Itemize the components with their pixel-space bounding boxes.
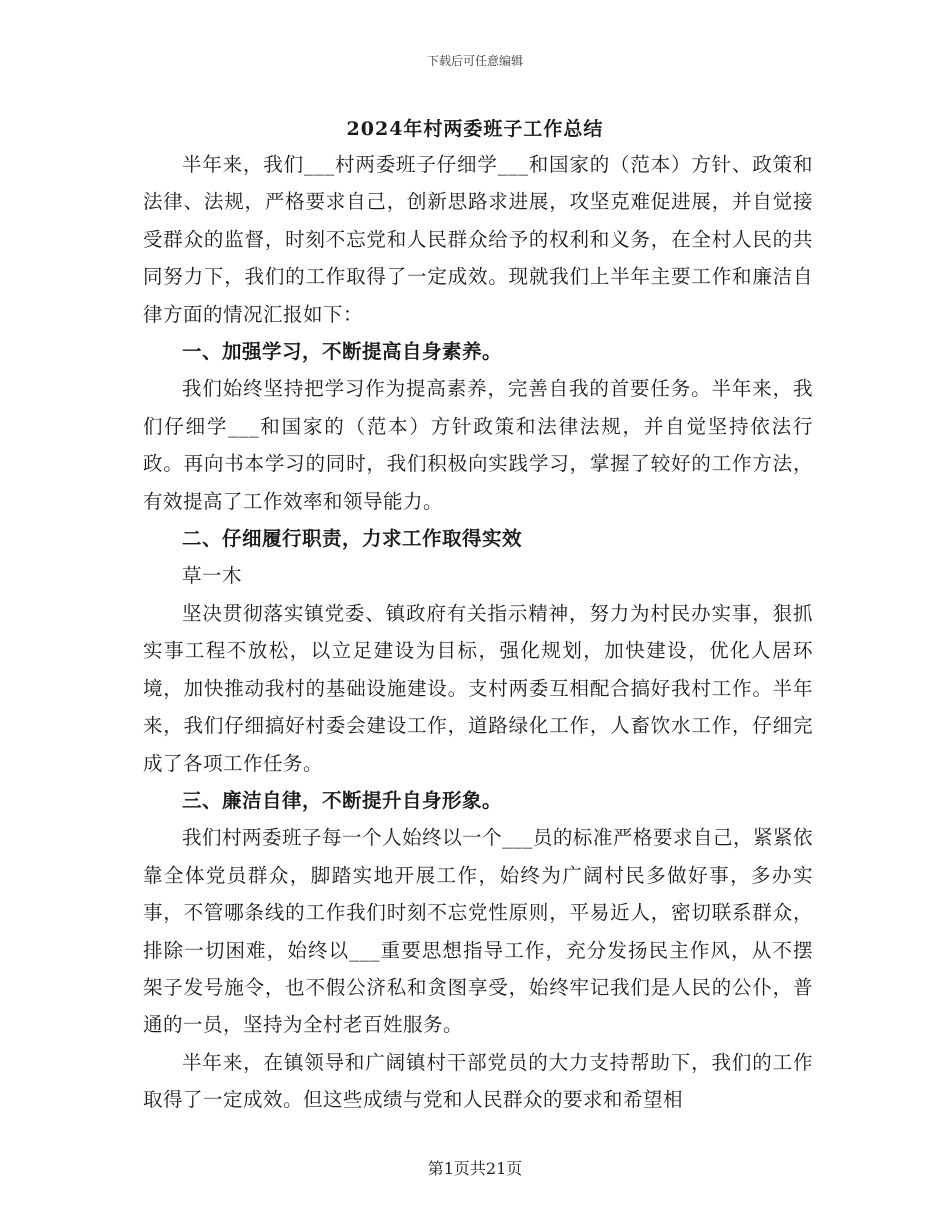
document-title: 2024年村两委班子工作总结 [346,118,604,140]
paragraph: 坚决贯彻落实镇党委、镇政府有关指示精神，努力为村民办实事，狠抓实事工程不放松，以立足建设为目标，强化规划，加快建设，优化人居环境，加快推动我村的基础设施建设。支村两委互相配合搞好我村工作。半年来，我们仔细搞好村委会建设工作，道路绿化工作，人畜饮水工作，仔细完成了各项工作任务。 [143,601,813,775]
page-header: 下载后可任意编辑 [426,54,523,68]
section-heading: 一、加强学习，不断提高自身素养。 [182,340,503,364]
paragraph: 半年来，在镇领导和广阔镇村干部党员的大力支持帮助下，我们的工作取得了一定成效。但这些成绩与党和人民群众的要求和希望相 [143,1050,813,1112]
paragraph: 我们始终坚持把学习作为提高素养，完善自我的首要任务。半年来，我们仔细学___和国家的（范本）方针政策和法律法规，并自觉坚持依法行政。再向书本学习的同时，我们积极向实践学习，掌握了较好的工作方法，有效提高了工作效率和领导能力。 [143,377,813,513]
paragraph: 我们村两委班子每一个人始终以一个___员的标准严格要求自己，紧紧依靠全体党员群众，脚踏实地开展工作，始终为广阔村民多做好事，多办实事，不管哪条线的工作我们时刻不忘党性原则，平易近人，密切联系群众，排除一切困难，始终以___重要思想指导工作，充分发扬民主作风，从不摆架子发号施令，也不假公济私和贪图享受，始终牢记我们是人民的公仆，普通的一员，坚持为全村老百姓服务。 [143,826,813,1037]
paragraph: 半年来，我们___村两委班子仔细学___和国家的（范本）方针、政策和法律、法规，严格要求自己，创新思路求进展，攻坚克难促进展，并自觉接受群众的监督，时刻不忘党和人民群众给予的权利和义务，在全村人民的共同努力下，我们的工作取得了一定成效。现就我们上半年主要工作和廉洁自律方面的情况汇报如下： [143,153,813,326]
section-heading: 三、廉洁自律，不断提升自身形象。 [182,788,503,812]
document-body [143,146,813,1119]
paragraph: 草一木 [182,564,243,588]
page-footer: 第1页共21页 [427,1159,523,1178]
section-heading: 二、仔细履行职责，力求工作取得实效 [182,527,523,551]
